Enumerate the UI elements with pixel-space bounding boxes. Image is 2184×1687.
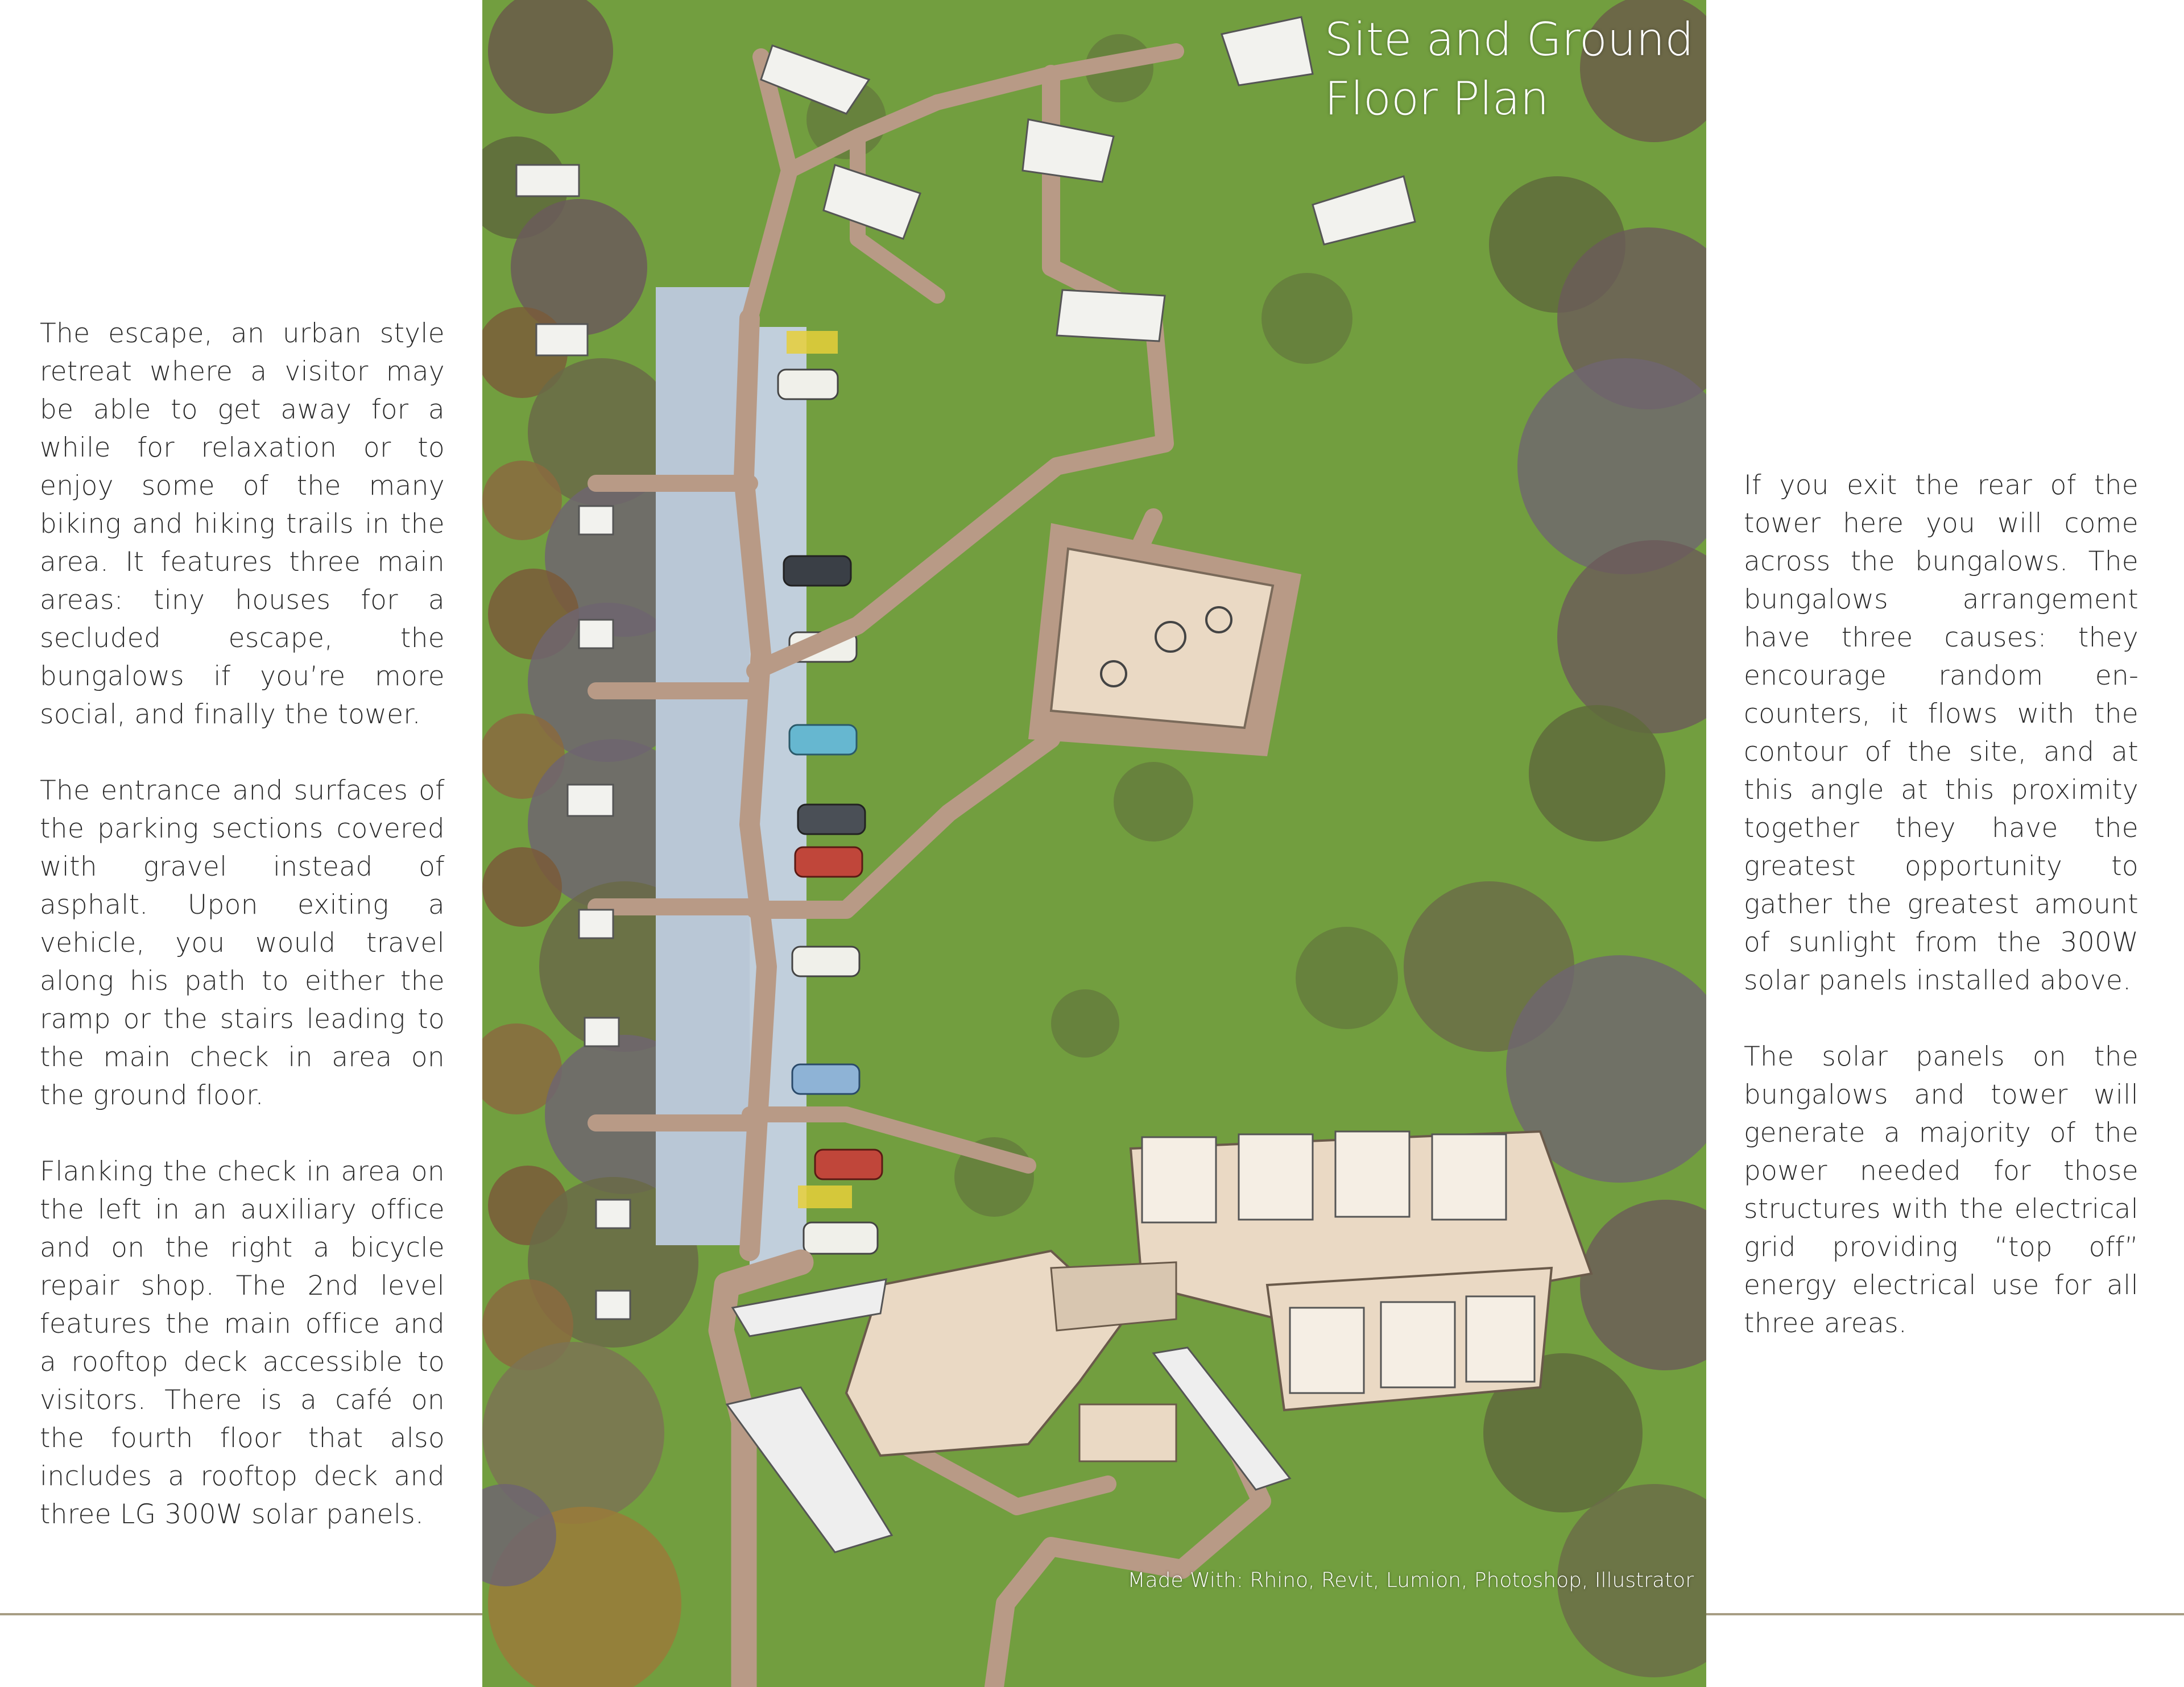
site-plan-drawing [482,0,1706,1687]
site-plan-graphic [482,0,1706,1687]
car [792,1064,859,1094]
car [798,805,865,834]
left-paragraph-parking: The entrance and surfaces of the parking sections covered with gravel instead of asphalt. Upon exiting a vehicle, you would travel along his path to either the ramp or the stairs leading to the main check in area on the ground floor. [40,775,445,1111]
software-credits: Made With: Rhino, Revit, Lumion, Photoshop, Illustrator [1127,1569,1694,1592]
right-paragraph-solar: The solar panels on the bungalows and tower will generate a majority of the power needed for those structures with the electrical grid providing “top off” energy electrical use for all three areas. [1744,1041,2138,1339]
car [804,1222,878,1254]
car [795,847,862,877]
left-paragraph-intro: The escape, an urban style retreat where a visitor may be able to get away for a while for relaxation or to enjoy some of the many biking and hiking trails in the area. It features three main areas: tiny houses for a secluded escape, the bungalows if you’re more social, and finally the tower. [40,318,445,730]
right-paragraph-bungalows: If you exit the rear of the tower here you will come across the bungalows. The bungalows arrangement have three causes: they encourage random encounters, it flows with the contour of the site, and at this angle at this proximity together they have the greatest opportunity to gather the greatest amount of sunlight from the 300W solar panels installed above. [1744,470,2138,996]
car [815,1150,882,1179]
divider-line-right [1706,1613,2184,1615]
right-text-column [1744,466,2138,1381]
car [789,725,857,755]
car [778,370,838,399]
left-paragraph-checkin: Flanking the check in area on the left in an auxiliary office and on the right a bicycle repair shop. The 2nd level features the main office and a rooftop deck accessible to visitors. There is a café on the fourth floor that also includes a rooftop deck and three LG 300W solar panels. [40,1156,445,1530]
plan-title [1325,10,1694,129]
car [792,947,859,976]
divider-line-left [0,1613,482,1615]
left-text-column [40,314,445,1572]
car [784,556,851,586]
plan-title-line-1: Site and Ground [1324,13,1694,66]
plan-title-line-2: Floor Plan [1324,72,1549,125]
